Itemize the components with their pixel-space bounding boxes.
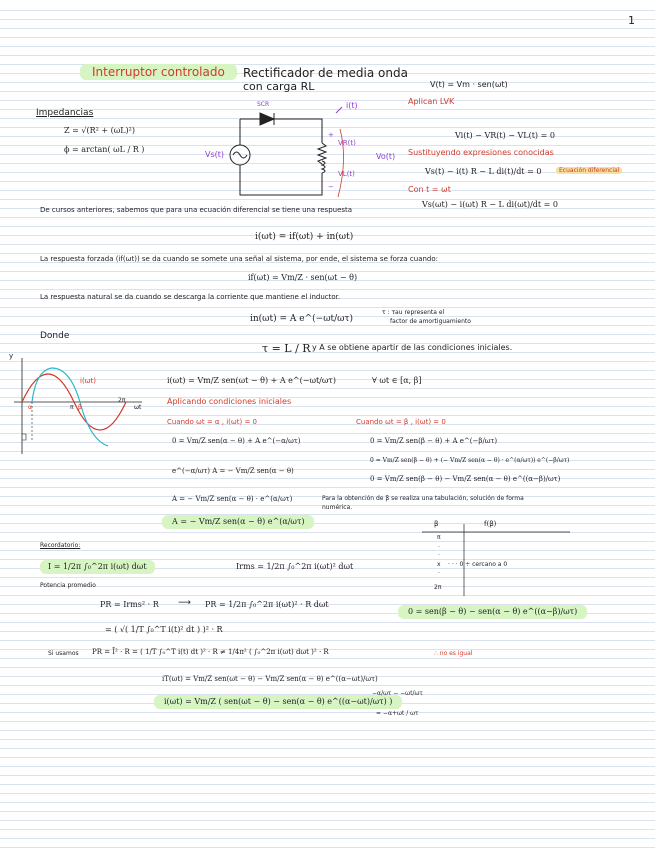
case-alpha-equation-2: e^(−α/ωτ) A = − Vm/Z sen(α − θ)	[172, 467, 294, 475]
tau-text: y A se obtiene apartir de las condiciones iniciales.	[312, 343, 513, 352]
table-row: x	[437, 561, 441, 568]
average-current-equation: I = 1/2π ∫₀^2π i(ωt) dωt	[40, 560, 155, 574]
power-equation-4: PR = Ī² · R = ( 1/T ∫₀^T i(t) dt )² · R ≠ 1/4π² ( ∫₀^2π i(ωt) dωt )² · R	[92, 648, 329, 656]
plus-label: +	[328, 131, 334, 139]
page-number: 1	[628, 14, 635, 27]
page-title: Rectificador de media onda	[243, 66, 408, 80]
power-equation-3: = ( √( 1/T ∫₀^T i(t)² dt ) )² · R	[105, 625, 223, 634]
page-subtitle: con carga RL	[243, 80, 315, 93]
case-beta-equation-3: 0 = Vm/Z sen(β − θ) − Vm/Z sen(α − θ) e^((α−β)/ωτ)	[370, 475, 561, 483]
vl-label: VL(t)	[338, 170, 355, 178]
reminder-heading: Recordatorio:	[40, 542, 81, 549]
table-row: ·	[438, 552, 440, 559]
impedance-phi-equation: ϕ = arctan( ωL / R )	[64, 145, 145, 154]
kvl-heading: Aplican LVK	[408, 97, 455, 106]
donde-label: Donde	[40, 331, 70, 341]
differential-equation-label: Ecuación diferencial	[556, 167, 622, 174]
solution-range: ∀ ωt ∈ [α, β]	[372, 376, 422, 385]
table-row: π	[437, 534, 441, 541]
rms-current-equation: Irms = 1/2π ∫₀^2π i(ωt)² dωt	[236, 562, 354, 571]
case-alpha-equation-1: 0 = Vm/Z sen(α − θ) + A e^(−α/ωτ)	[172, 437, 301, 445]
vr-label: VR(t)	[338, 139, 356, 147]
case-beta-note-line2: numérica.	[322, 504, 353, 511]
natural-response-equation: in(ωt) = A e^(−ωt/ωτ)	[250, 314, 354, 324]
source-label: Vs(t)	[205, 150, 225, 159]
power-arrow: ⟶	[178, 598, 191, 608]
kvl-equation: Vi(t) − VR(t) − VL(t) = 0	[455, 131, 555, 140]
power-equation-2: PR = 1/2π ∫₀^2π i(ωt)² · R dωt	[205, 600, 329, 609]
beta-table-lines	[420, 520, 580, 600]
graph-current-label: i(ωt)	[80, 377, 97, 385]
if-use-label: Si usamos	[48, 650, 79, 657]
table-dots-note: · · · 0 ÷ cercano a 0	[448, 561, 508, 568]
table-header-beta: β	[434, 520, 439, 528]
graph-pi-label: π	[70, 404, 74, 411]
general-solution-equation: i(ωt) = Vm/Z sen(ωt − θ) + A e^(−ωt/ωτ)	[167, 376, 336, 385]
topic-tag: Interruptor controlado	[80, 64, 237, 80]
table-row: 2π	[434, 584, 442, 591]
tau-note-line2: factor de amortiguamiento	[390, 318, 471, 325]
response-sum-equation: i(ωt) = if(ωt) + in(ωt)	[255, 232, 354, 242]
case-beta-equation-1: 0 = Vm/Z sen(β − θ) + A e^(−β/ωτ)	[370, 437, 498, 445]
tau-note-line1: τ : τau representa el	[382, 309, 445, 316]
final-current-equation: i(ωt) = Vm/Z ( sen(ωt − θ) − sen(α − θ) e^((α−ωt)/ωτ) )	[154, 695, 402, 709]
beta-final-equation: 0 = sen(β − θ) − sen(α − θ) e^((α−β)/ωτ)	[398, 605, 587, 619]
natural-response-text: La respuesta natural se da cuando se descarga la corriente que mantiene el inductor.	[40, 293, 341, 301]
case-alpha-result: A = − Vm/Z sen(α − θ) e^(α/ωτ)	[162, 515, 314, 529]
graph-beta-label: β	[78, 404, 82, 411]
kvl-omega-equation: Vs(ωt) − i(ωt) R − L di(ωt)/dt = 0	[422, 200, 558, 209]
impedance-z-equation: Z = √(R² + (ωL)²)	[64, 126, 135, 135]
substitution-heading: Sustituyendo expresiones conocidas	[408, 148, 554, 157]
table-header-f-beta: f(β)	[484, 520, 497, 528]
impedance-heading: Impedancias	[36, 108, 94, 118]
initial-conditions-heading: Aplicando condiciones iniciales	[167, 397, 292, 406]
graph-x-axis-label: ωt	[134, 404, 142, 411]
case-beta-heading: Cuando ωt = β , i(ωt) = 0	[356, 418, 446, 426]
graph-y-axis-label: y	[9, 352, 14, 360]
case-beta-equation-2: 0 = Vm/Z sen(β − θ) + (− Vm/Z sen(α − θ) · e^(α/ωτ)) e^(−β/ωτ)	[370, 457, 570, 464]
graph-alpha-label: α	[28, 404, 32, 411]
case-beta-note-line1: Para la obtención de β se realiza una tabulación, solución de forma	[322, 495, 524, 502]
current-label: i(t)	[346, 101, 358, 110]
case-alpha-equation-3: A = − Vm/Z sen(α − θ) · e^(α/ωτ)	[172, 495, 293, 503]
total-current-equation: iT(ωt) = Vm/Z sen(ωt − θ) − Vm/Z sen(α − θ) e^((α−ωt)/ωτ)	[162, 675, 378, 683]
source-equation: V(t) = Vm · sen(ωt)	[430, 80, 508, 89]
graph-2pi-label: 2π	[118, 397, 126, 404]
minus-label: −	[328, 183, 334, 191]
power-equation-1: PR = Irms² · R	[100, 600, 159, 609]
table-row: ·	[438, 544, 440, 551]
case-alpha-heading: Cuando ωt = α , i(ωt) = 0	[167, 418, 257, 426]
exponent-side-note-2: = −α+ωt / ωτ	[376, 710, 419, 717]
scr-label: SCR	[257, 101, 270, 108]
kvl-substituted-equation: Vs(t) − i(t) R − L di(t)/dt = 0	[425, 167, 542, 176]
forced-response-text: La respuesta forzada (if(ωt)) se da cuando se somete una señal al sistema, por ende, el sistema se forza cuando:	[40, 255, 439, 263]
exponent-side-note-1: −α/ωτ − −ωt/ωτ	[372, 690, 423, 697]
average-power-heading: Potencia promedio	[40, 582, 96, 589]
not-equal-note: ∴ no es igual	[434, 650, 473, 657]
solution-intro: De cursos anteriores, sabemos que para una ecuación diferencial se tiene una respuesta	[40, 206, 353, 214]
table-row: ·	[438, 570, 440, 577]
forced-response-equation: if(ωt) = Vm/Z · sen(ωt − θ)	[248, 273, 358, 282]
tau-equation: τ = L / R	[262, 342, 311, 355]
vo-label: Vo(t)	[376, 152, 396, 161]
substitution-note: Con t = ωt	[408, 185, 451, 194]
